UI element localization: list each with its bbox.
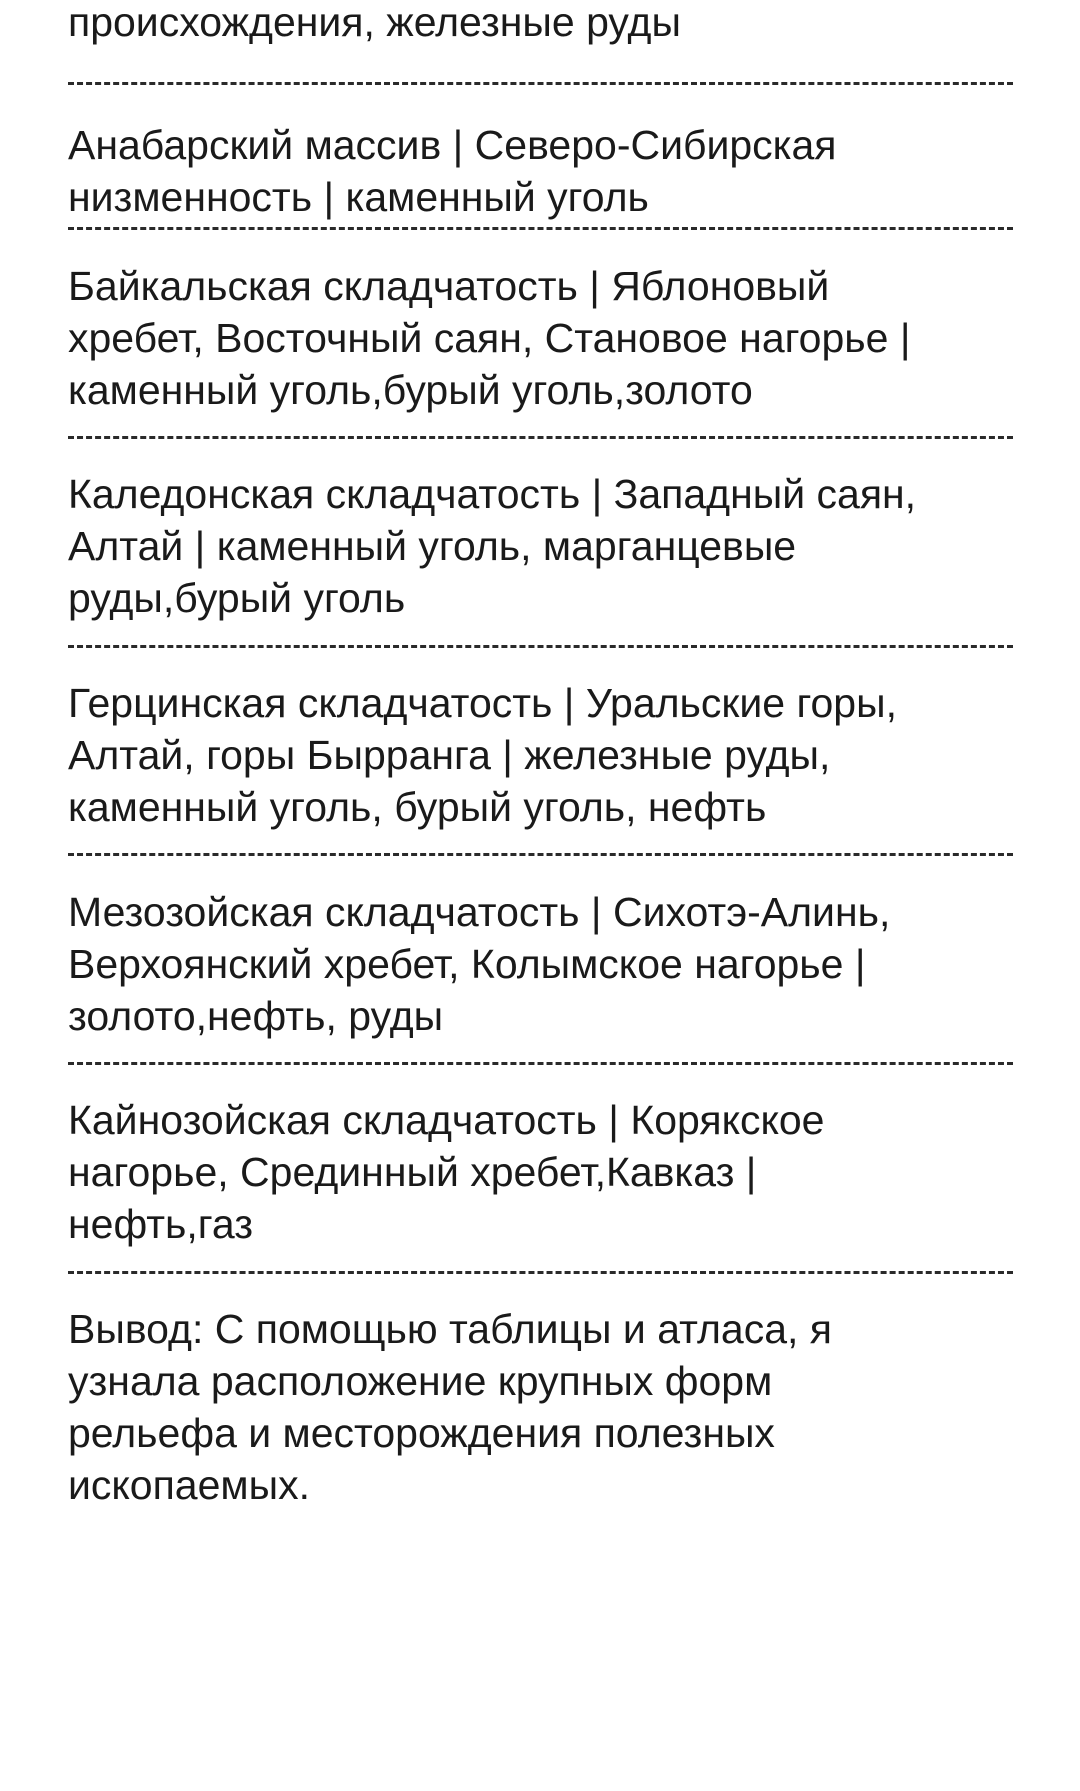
row-5-line-1: Мезозойская складчатость | Сихотэ-Алинь,: [68, 889, 891, 935]
row-6-line-3: нефть,газ: [68, 1201, 254, 1247]
conclusion-line-4: ископаемых.: [68, 1462, 310, 1508]
row-separator: [68, 227, 1013, 232]
row-4-line-2: Алтай, горы Бырранга | железные руды,: [68, 732, 831, 778]
row-separator: [68, 1271, 1013, 1276]
row-separator: [68, 645, 1013, 650]
row-3-line-1: Каледонская складчатость | Западный саян,: [68, 471, 917, 517]
row-4-line-3: каменный уголь, бурый уголь, нефть: [68, 784, 767, 830]
row-2-line-2: хребет, Восточный саян, Становое нагорье |: [68, 315, 911, 361]
row-separator: [68, 1062, 1013, 1067]
row-1-line-2: низменность | каменный уголь: [68, 174, 649, 220]
conclusion-line-1: Вывод: С помощью таблицы и атласа, я: [68, 1306, 832, 1352]
conclusion-line-3: рельефа и месторождения полезных: [68, 1410, 775, 1456]
row-separator: [68, 436, 1013, 441]
conclusion-line-2: узнала расположение крупных форм: [68, 1358, 773, 1404]
row-6-line-1: Кайнозойская складчатость | Корякское: [68, 1097, 825, 1143]
row-2-line-1: Байкальская складчатость | Яблоновый: [68, 263, 830, 309]
row-separator: [68, 853, 1013, 858]
row-3-line-3: руды,бурый уголь: [68, 575, 406, 621]
row-5-line-3: золото,нефть, руды: [68, 993, 444, 1039]
row-5-line-2: Верхоянский хребет, Колымское нагорье |: [68, 941, 866, 987]
row-4-line-1: Герцинская складчатость | Уральские горы,: [68, 680, 897, 726]
row-1-line-1: Анабарский массив | Северо-Сибирская: [68, 122, 837, 168]
row-separator: [68, 82, 1013, 87]
row-2-line-3: каменный уголь,бурый уголь,золото: [68, 367, 753, 413]
top-fragment-line: происхождения, железные руды: [68, 0, 681, 45]
row-3-line-2: Алтай | каменный уголь, марганцевые: [68, 523, 797, 569]
row-6-line-2: нагорье, Срединный хребет,Кавказ |: [68, 1149, 757, 1195]
